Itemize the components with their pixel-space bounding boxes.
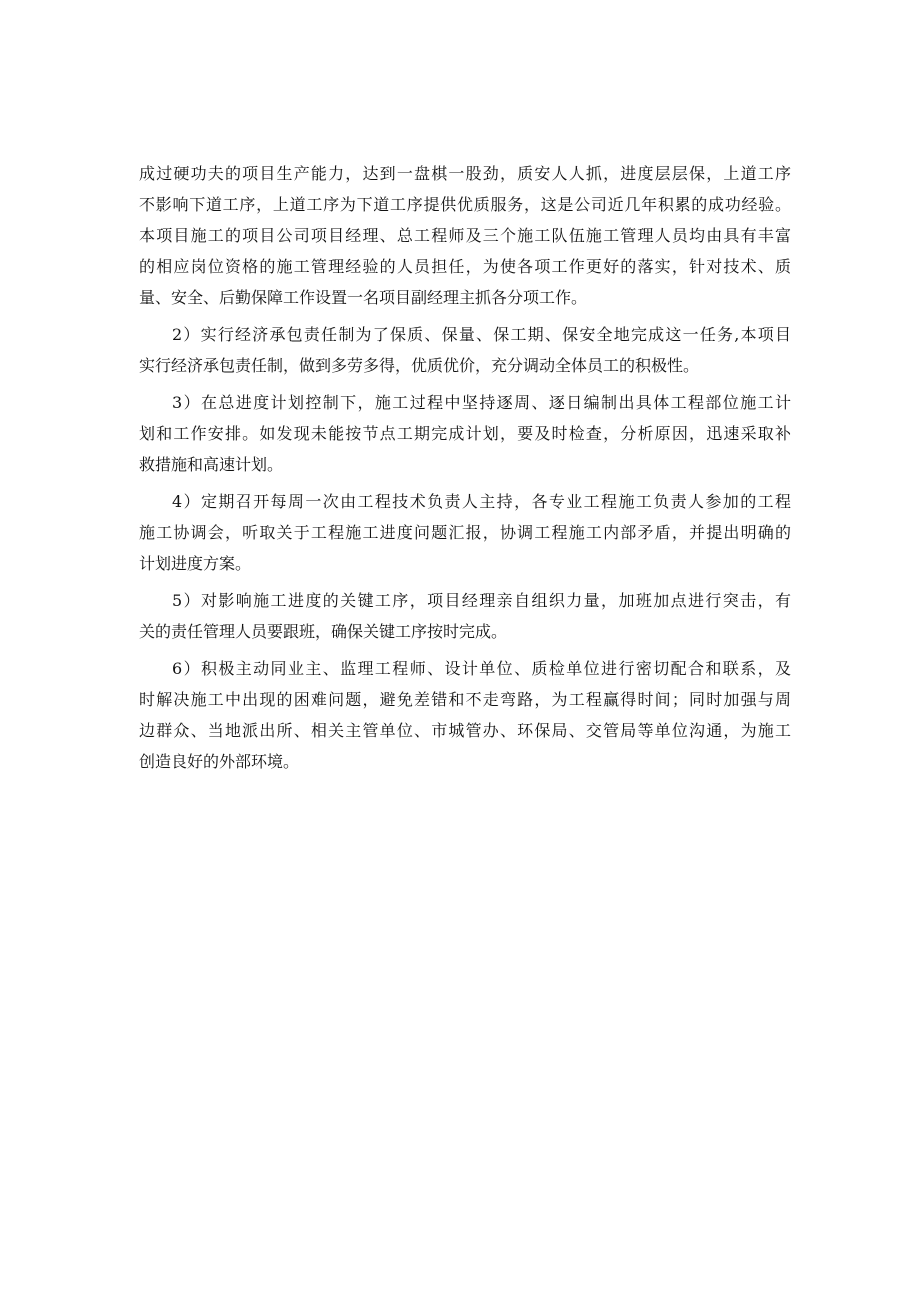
text-line: 6）积极主动同业主、监理工程师、设计单位、质检单位进行密切配合和联系，及 <box>172 659 791 678</box>
text-line: 边群众、当地派出所、相关主管单位、市城管办、环保局、交管局等单位沟通，为施工 <box>139 721 791 740</box>
text-line: 时解决施工中出现的困难问题，避免差错和不走弯路，为工程赢得时间；同时加强与周 <box>139 690 791 709</box>
text-line: 4）定期召开每周一次由工程技术负责人主持，各专业工程施工负责人参加的工程 <box>172 492 791 511</box>
text-line: 3）在总进度计划控制下，施工过程中坚持逐周、逐日编制出具体工程部位施工计 <box>172 393 791 412</box>
text-line: 关的责任管理人员要跟班，确保关键工序按时完成。 <box>139 622 508 641</box>
text-line: 的相应岗位资格的施工管理经验的人员担任，为使各项工作更好的落实，针对技术、质 <box>139 257 791 276</box>
text-line: 2）实行经济承包责任制为了保质、保量、保工期、保安全地完成这一任务,本项目 <box>172 325 791 344</box>
paragraph-1 <box>139 158 791 313</box>
text-line: 量、安全、后勤保障工作设置一名项目副经理主抓各分项工作。 <box>139 288 588 307</box>
text-line: 救措施和高速计划。 <box>139 455 284 474</box>
paragraph-2 <box>139 319 791 381</box>
text-line: 实行经济承包责任制，做到多劳多得，优质优价，充分调动全体员工的积极性。 <box>139 356 700 375</box>
paragraph-6 <box>139 653 791 777</box>
text-line: 不影响下道工序，上道工序为下道工序提供优质服务，这是公司近几年积累的成功经验。 <box>139 195 791 214</box>
text-line: 5）对影响施工进度的关键工序，项目经理亲自组织力量，加班加点进行突击，有 <box>172 591 791 610</box>
text-line: 成过硬功夫的项目生产能力，达到一盘棋一股劲，质安人人抓，进度层层保，上道工序 <box>139 164 791 183</box>
paragraph-5 <box>139 585 791 647</box>
paragraph-3 <box>139 387 791 480</box>
paragraph-4 <box>139 486 791 579</box>
text-line: 划和工作安排。如发现未能按节点工期完成计划，要及时检查，分析原因，迅速采取补 <box>139 424 791 443</box>
text-line: 创造良好的外部环境。 <box>139 752 300 771</box>
text-line: 计划进度方案。 <box>139 554 252 573</box>
text-line: 本项目施工的项目公司项目经理、总工程师及三个施工队伍施工管理人员均由具有丰富 <box>139 226 791 245</box>
document-body <box>139 158 791 783</box>
text-line: 施工协调会，听取关于工程施工进度问题汇报，协调工程施工内部矛盾，并提出明确的 <box>139 523 791 542</box>
